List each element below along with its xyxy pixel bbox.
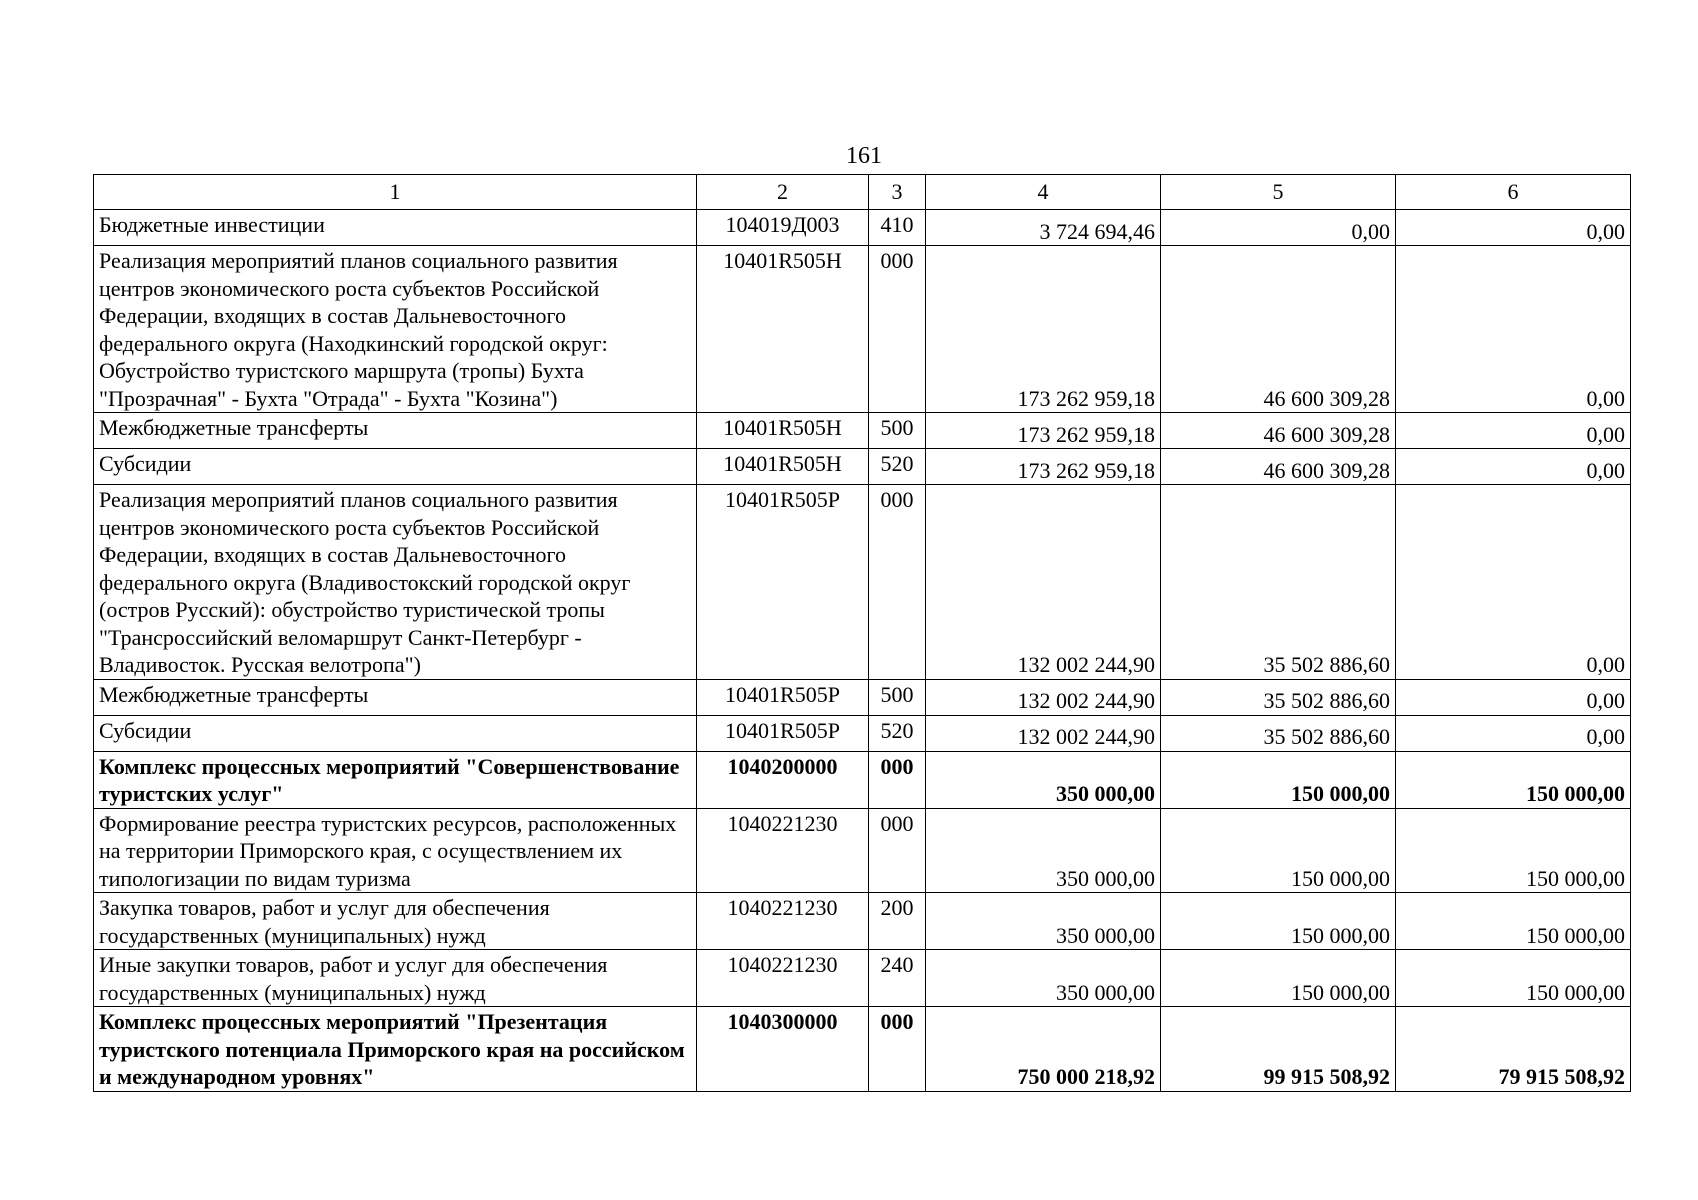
- row-amount-6: 0,00: [1396, 210, 1631, 246]
- row-amount-6: 150 000,00: [1396, 950, 1631, 1007]
- row-code: 10401R505P: [697, 485, 869, 680]
- row-amount-5: 35 502 886,60: [1161, 715, 1396, 751]
- row-name: Субсидии: [94, 449, 697, 485]
- column-header: 2: [697, 175, 869, 210]
- row-name: Субсидии: [94, 715, 697, 751]
- table-row: [94, 679, 1631, 715]
- row-amount-4: 173 262 959,18: [926, 246, 1161, 413]
- row-type: 240: [869, 950, 926, 1007]
- row-amount-6: 0,00: [1396, 413, 1631, 449]
- column-header: 6: [1396, 175, 1631, 210]
- row-code: 10401R505P: [697, 679, 869, 715]
- row-code: 1040300000: [697, 1007, 869, 1092]
- row-type: 000: [869, 751, 926, 808]
- table-row: [94, 950, 1631, 1007]
- row-type: 200: [869, 893, 926, 950]
- row-amount-4: 3 724 694,46: [926, 210, 1161, 246]
- row-type: 000: [869, 246, 926, 413]
- table-row: [94, 485, 1631, 680]
- page-number: 161: [846, 143, 882, 169]
- row-name: Межбюджетные трансферты: [94, 413, 697, 449]
- row-amount-4: 350 000,00: [926, 808, 1161, 893]
- table-row: [94, 1007, 1631, 1092]
- row-amount-5: 150 000,00: [1161, 950, 1396, 1007]
- row-amount-4: 173 262 959,18: [926, 413, 1161, 449]
- row-type: 520: [869, 449, 926, 485]
- table-row: [94, 808, 1631, 893]
- row-amount-5: 46 600 309,28: [1161, 246, 1396, 413]
- row-amount-4: 350 000,00: [926, 751, 1161, 808]
- row-amount-6: 0,00: [1396, 715, 1631, 751]
- row-amount-5: 99 915 508,92: [1161, 1007, 1396, 1092]
- row-code: 1040221230: [697, 893, 869, 950]
- row-amount-5: 35 502 886,60: [1161, 679, 1396, 715]
- row-code: 1040221230: [697, 808, 869, 893]
- row-amount-4: 132 002 244,90: [926, 679, 1161, 715]
- column-header: 3: [869, 175, 926, 210]
- row-type: 410: [869, 210, 926, 246]
- row-name: Реализация мероприятий планов социального развития центров экономического роста субъектов Российской Федерации, входящих в состав Дальневосточного федерального округа (Находкинский городской округ: Обустройство туристского маршрута (тропы) Бухта "Прозрачная" - Бухта "Отрада" - Бухта "Козина"): [94, 246, 697, 413]
- row-amount-6: 0,00: [1396, 246, 1631, 413]
- row-name: Комплекс процессных мероприятий "Презентация туристского потенциала Приморского края на российском и международном уровнях": [94, 1007, 697, 1092]
- row-amount-4: 132 002 244,90: [926, 715, 1161, 751]
- row-amount-6: 0,00: [1396, 679, 1631, 715]
- row-code: 10401R505H: [697, 246, 869, 413]
- row-code: 10401R505H: [697, 449, 869, 485]
- row-amount-6: 150 000,00: [1396, 893, 1631, 950]
- row-amount-4: 350 000,00: [926, 950, 1161, 1007]
- budget-table: [93, 174, 1631, 1092]
- row-code: 10401R505P: [697, 715, 869, 751]
- row-amount-6: 150 000,00: [1396, 751, 1631, 808]
- row-amount-6: 0,00: [1396, 449, 1631, 485]
- row-name: Иные закупки товаров, работ и услуг для обеспечения государственных (муниципальных) нужд: [94, 950, 697, 1007]
- table-row: [94, 210, 1631, 246]
- column-header: 1: [94, 175, 697, 210]
- row-code: 104019Д003: [697, 210, 869, 246]
- table-row: [94, 751, 1631, 808]
- row-amount-4: 350 000,00: [926, 893, 1161, 950]
- row-type: 520: [869, 715, 926, 751]
- row-name: Формирование реестра туристских ресурсов, расположенных на территории Приморского края, с осуществлением их типологизации по видам туризма: [94, 808, 697, 893]
- row-amount-4: 173 262 959,18: [926, 449, 1161, 485]
- row-name: Комплекс процессных мероприятий "Совершенствование туристских услуг": [94, 751, 697, 808]
- row-amount-6: 0,00: [1396, 485, 1631, 680]
- row-amount-5: 150 000,00: [1161, 751, 1396, 808]
- row-amount-5: 35 502 886,60: [1161, 485, 1396, 680]
- row-amount-5: 150 000,00: [1161, 893, 1396, 950]
- table-row: [94, 893, 1631, 950]
- table-header-row: [94, 175, 1631, 210]
- row-amount-5: 46 600 309,28: [1161, 413, 1396, 449]
- row-amount-5: 150 000,00: [1161, 808, 1396, 893]
- row-amount-5: 46 600 309,28: [1161, 449, 1396, 485]
- row-type: 500: [869, 679, 926, 715]
- row-amount-4: 132 002 244,90: [926, 485, 1161, 680]
- table-row: [94, 449, 1631, 485]
- row-name: Закупка товаров, работ и услуг для обеспечения государственных (муниципальных) нужд: [94, 893, 697, 950]
- row-type: 000: [869, 485, 926, 680]
- column-header: 4: [926, 175, 1161, 210]
- row-amount-5: 0,00: [1161, 210, 1396, 246]
- row-code: 1040221230: [697, 950, 869, 1007]
- row-amount-4: 750 000 218,92: [926, 1007, 1161, 1092]
- table-row: [94, 715, 1631, 751]
- row-name: Бюджетные инвестиции: [94, 210, 697, 246]
- table-row: [94, 413, 1631, 449]
- table-row: [94, 246, 1631, 413]
- row-name: Реализация мероприятий планов социального развития центров экономического роста субъектов Российской Федерации, входящих в состав Дальневосточного федерального округа (Владивостокский городской округ (остров Русский): обустройство туристической тропы "Трансроссийский веломаршрут Санкт-Петербург - Владивосток. Русская велотропа"): [94, 485, 697, 680]
- row-amount-6: 150 000,00: [1396, 808, 1631, 893]
- row-amount-6: 79 915 508,92: [1396, 1007, 1631, 1092]
- row-name: Межбюджетные трансферты: [94, 679, 697, 715]
- row-type: 000: [869, 808, 926, 893]
- row-type: 500: [869, 413, 926, 449]
- row-code: 10401R505H: [697, 413, 869, 449]
- column-header: 5: [1161, 175, 1396, 210]
- row-type: 000: [869, 1007, 926, 1092]
- row-code: 1040200000: [697, 751, 869, 808]
